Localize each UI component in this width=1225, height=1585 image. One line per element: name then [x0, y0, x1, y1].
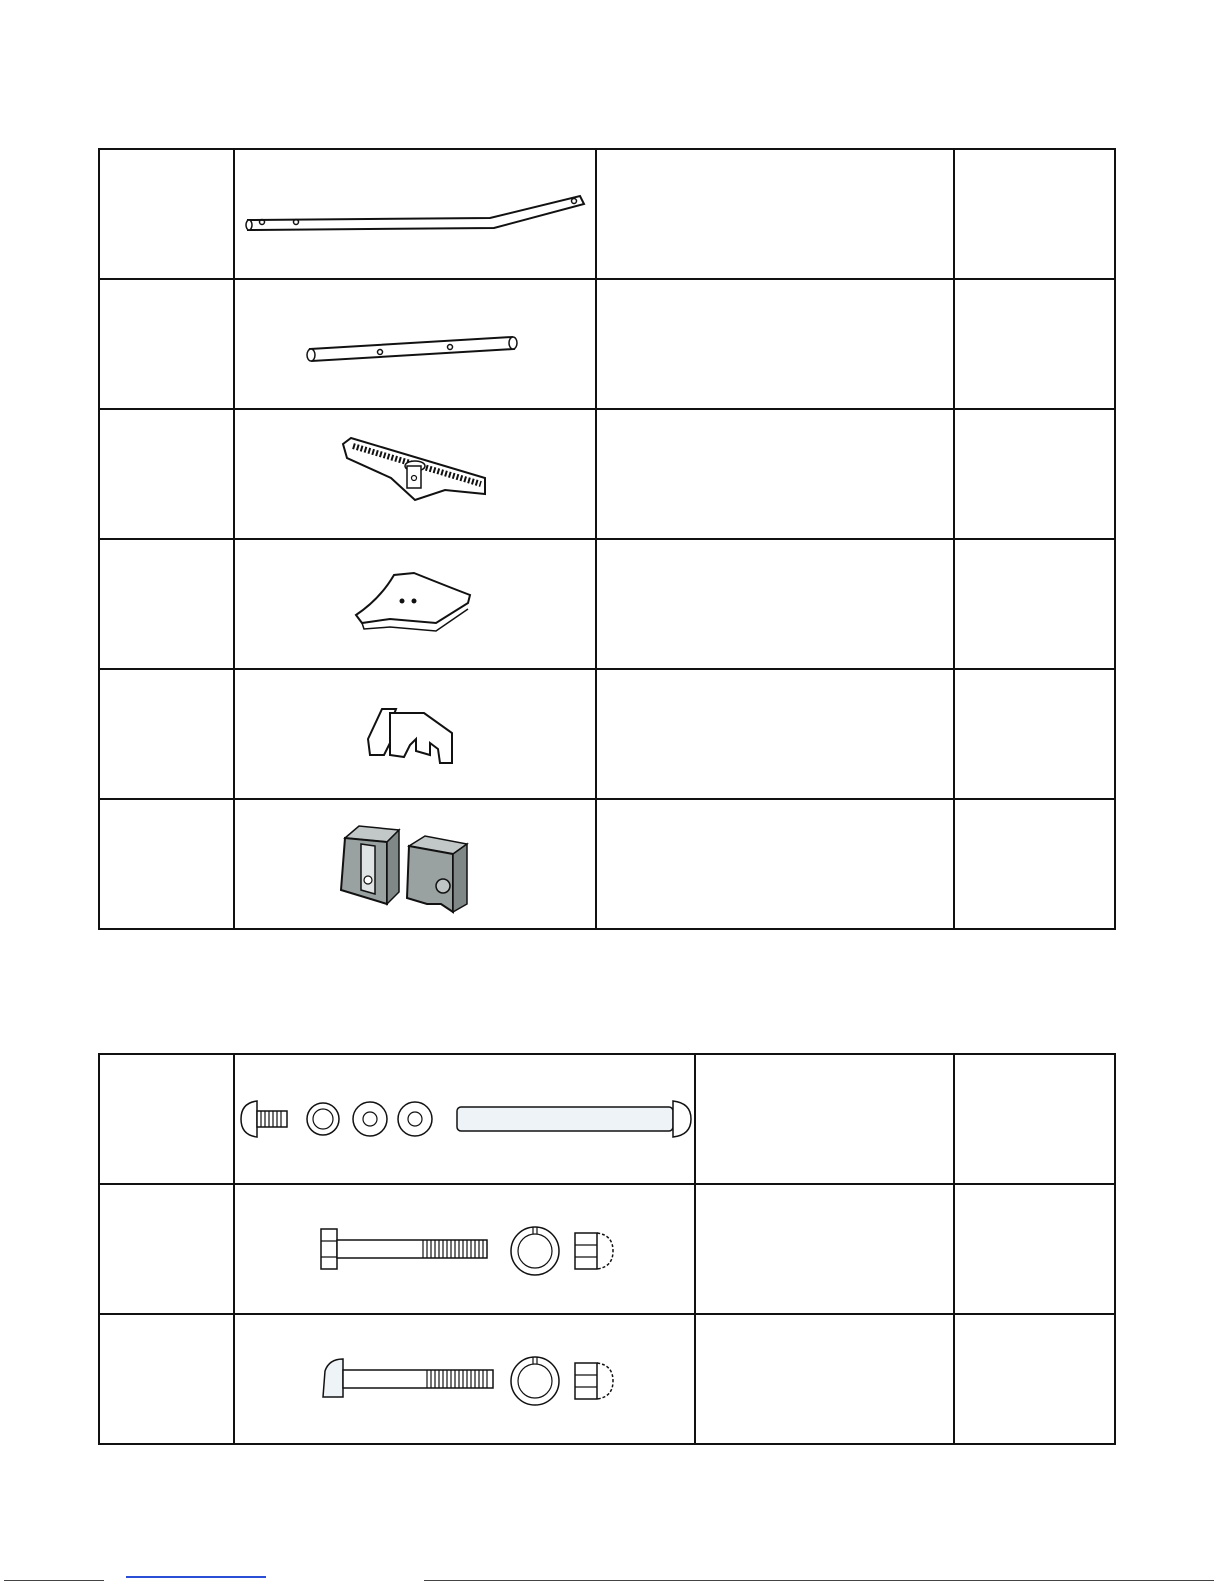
part-image-cell [234, 1314, 695, 1444]
part-image-cell [234, 149, 596, 279]
table-row [99, 409, 1115, 539]
quantity-cell [954, 799, 1115, 929]
hardware-set-button-bolt [315, 1349, 615, 1409]
part-number-cell [99, 1184, 234, 1314]
part-number-cell [99, 409, 234, 539]
footer-divider [4, 1580, 104, 1581]
cap-nut-icon [575, 1233, 613, 1269]
hex-bolt-icon [321, 1229, 487, 1269]
quantity-cell [954, 1184, 1115, 1314]
spring-washer-icon [511, 1357, 559, 1405]
description-cell [596, 669, 954, 799]
table-row [99, 279, 1115, 409]
washer-icon [307, 1103, 339, 1135]
table-row [99, 669, 1115, 799]
parts-table [98, 148, 1116, 930]
part-image-cell [234, 1184, 695, 1314]
screw-icon [241, 1101, 287, 1137]
part-number-cell [99, 279, 234, 409]
table-row [99, 149, 1115, 279]
quantity-cell [954, 279, 1115, 409]
description-cell [596, 539, 954, 669]
cap-nut-icon [575, 1363, 613, 1399]
part-image-cell [234, 669, 596, 799]
part-image-cell [234, 799, 596, 929]
button-bolt-icon [323, 1359, 493, 1397]
part-image-cell [234, 279, 596, 409]
foot-bracket-icon [335, 434, 495, 514]
footer-link-underline[interactable] [126, 1576, 266, 1578]
description-cell [695, 1314, 954, 1444]
table-row [99, 799, 1115, 929]
table-row [99, 1184, 1115, 1314]
description-cell [695, 1184, 954, 1314]
description-cell [695, 1054, 954, 1184]
description-cell [596, 149, 954, 279]
axle-icon [457, 1101, 691, 1137]
block-icon [335, 814, 495, 914]
quantity-cell [954, 1314, 1115, 1444]
part-image-cell [234, 1054, 695, 1184]
foot-pad-icon [350, 569, 480, 639]
quantity-cell [954, 539, 1115, 669]
spring-washer-icon [511, 1227, 559, 1275]
straight-tube-icon [300, 319, 530, 369]
part-image-cell [234, 539, 596, 669]
footer-divider [424, 1580, 1214, 1581]
bent-tube-icon [240, 184, 590, 244]
part-number-cell [99, 1054, 234, 1184]
description-cell [596, 409, 954, 539]
table-row [99, 1054, 1115, 1184]
table-row [99, 539, 1115, 669]
part-image-cell [234, 409, 596, 539]
hardware-set-screw-washers-axle [235, 1089, 694, 1149]
quantity-cell [954, 1054, 1115, 1184]
cropped-footer-strip [0, 1576, 1225, 1585]
part-number-cell [99, 799, 234, 929]
table-row [99, 1314, 1115, 1444]
description-cell [596, 799, 954, 929]
quantity-cell [954, 409, 1115, 539]
hardware-set-hex-bolt [315, 1219, 615, 1279]
hardware-table [98, 1053, 1116, 1445]
quantity-cell [954, 669, 1115, 799]
washer-icon [398, 1102, 432, 1136]
washer-icon [353, 1102, 387, 1136]
quantity-cell [954, 149, 1115, 279]
part-number-cell [99, 669, 234, 799]
part-number-cell [99, 1314, 234, 1444]
part-number-cell [99, 149, 234, 279]
part-number-cell [99, 539, 234, 669]
clip-plate-icon [360, 699, 470, 769]
description-cell [596, 279, 954, 409]
